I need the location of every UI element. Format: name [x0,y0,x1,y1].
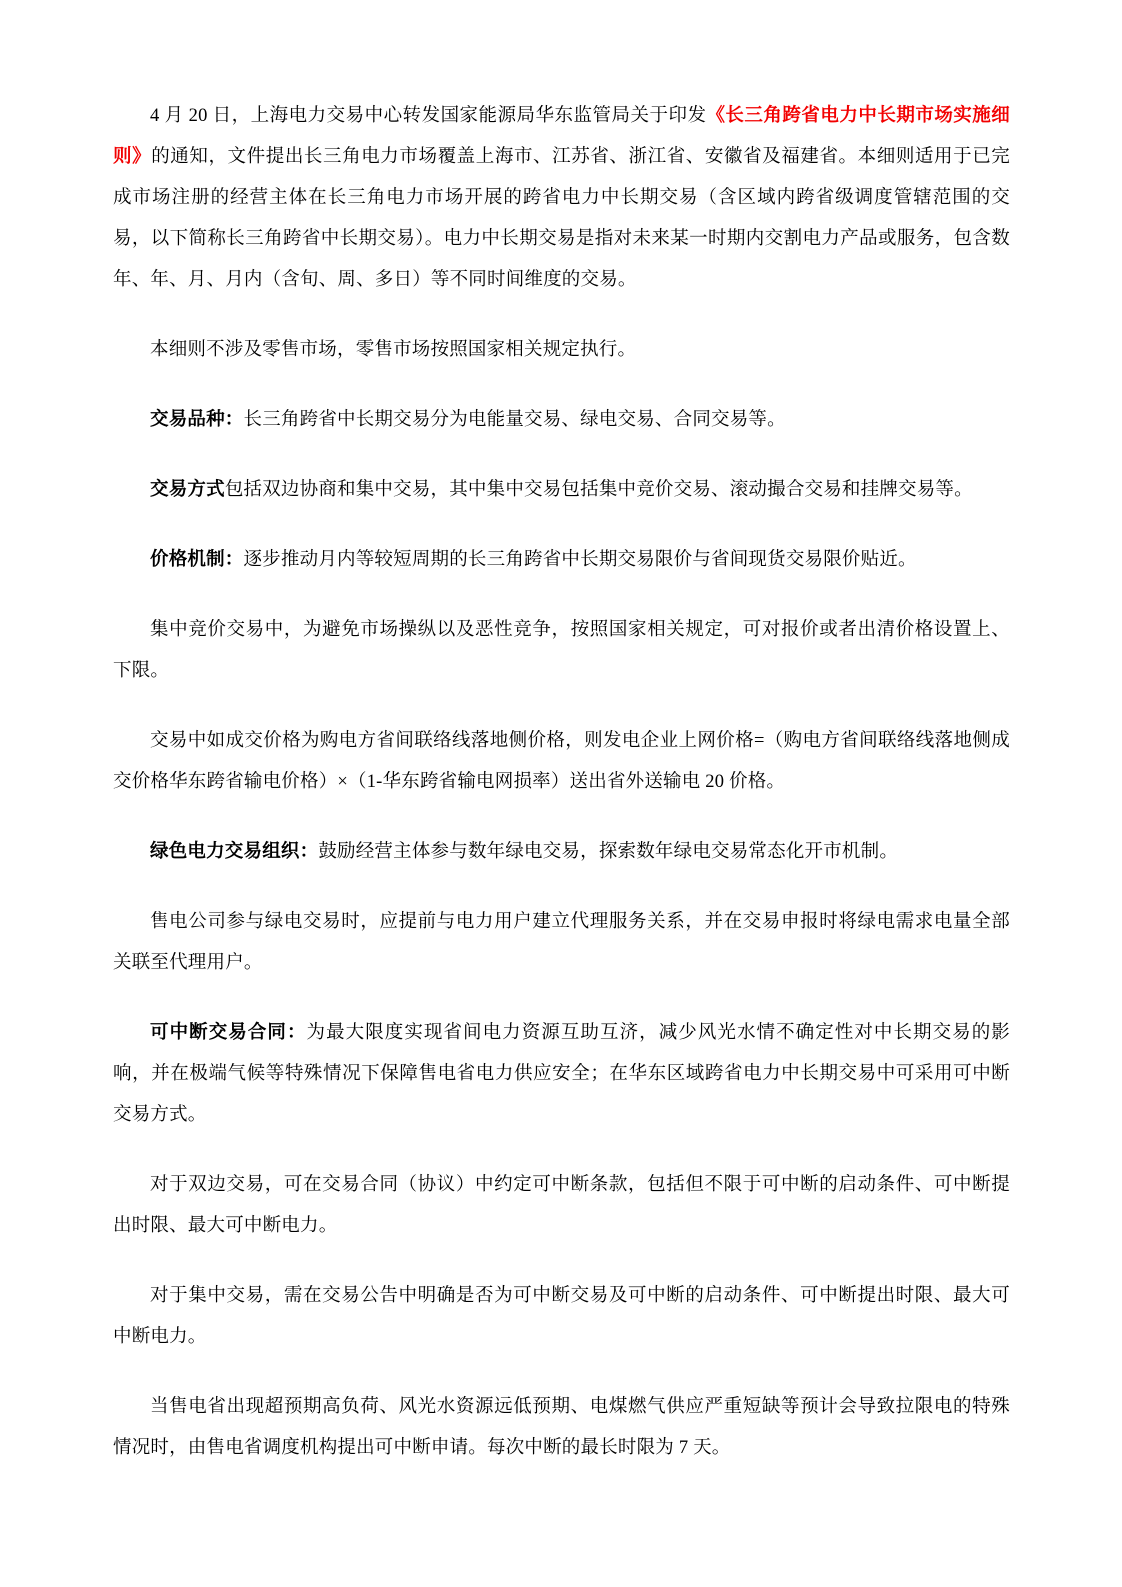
text-run: 为最大限度实现省间电力资源互助互济，减少风光水情不确定性对中长期交易的影响，并在极端气候等特殊情况下保障售电省电力供应安全；在华东区域跨省电力中长期交易中可采用可中断交易方式。 [113,1023,1010,1125]
text-run: 交易中如成交价格为购电方省间联络线落地侧价格，则发电企业上网价格=（购电方省间联络线落地侧成交价格华东跨省输电价格）×（1-华东跨省输电网损率）送出省外送输电 20 价格。 [113,731,1010,792]
paragraph [113,540,1010,581]
section-label: 交易方式 [150,480,225,500]
document-content [113,96,1010,1498]
text-run: 鼓励经营主体参与数年绿电交易，探索数年绿电交易常态化开市机制。 [318,842,899,862]
paragraph [113,902,1010,984]
text-run: 的通知，文件提出长三角电力市场覆盖上海市、江苏省、浙江省、安徽省及福建省。本细则适用于已完成市场注册的经营主体在长三角电力市场开展的跨省电力中长期交易（含区域内跨省级调度管辖范围的交易，以下简称长三角跨省中长期交易）。电力中长期交易是指对未来某一时期内交割电力产品或服务，包含数年、年、月、月内（含旬、周、多日）等不同时间维度的交易。 [113,147,1010,290]
section-label: 可中断交易合同： [150,1023,307,1043]
text-run: 本细则不涉及零售市场，零售市场按照国家相关规定执行。 [150,340,637,360]
text-run: 包括双边协商和集中交易，其中集中交易包括集中竞价交易、滚动撮合交易和挂牌交易等。 [224,480,973,500]
text-run: 对于集中交易，需在交易公告中明确是否为可中断交易及可中断的启动条件、可中断提出时限、最大可中断电力。 [113,1286,1010,1347]
highlighted-regulation-title: 《长三角跨省电力中长期市场实施细则》 [113,106,1010,167]
paragraph [113,96,1010,301]
paragraph [113,1276,1010,1358]
text-run: 集中竞价交易中，为避免市场操纵以及恶性竞争，按照国家相关规定，可对报价或者出清价格设置上、下限。 [113,620,1010,681]
paragraph [113,832,1010,873]
text-run: 售电公司参与绿电交易时，应提前与电力用户建立代理服务关系，并在交易申报时将绿电需求电量全部关联至代理用户。 [113,912,1010,973]
paragraph [113,400,1010,441]
text-run: 逐步推动月内等较短周期的长三角跨省中长期交易限价与省间现货交易限价贴近。 [243,550,917,570]
text-run: 4 月 20 日，上海电力交易中心转发国家能源局华东监管局关于印发 [150,106,707,126]
paragraph [113,1387,1010,1469]
paragraph [113,721,1010,803]
section-label: 交易品种： [150,410,244,430]
section-label: 绿色电力交易组织： [150,842,319,862]
paragraph [113,330,1010,371]
paragraph [113,1165,1010,1247]
text-run: 对于双边交易，可在交易合同（协议）中约定可中断条款，包括但不限于可中断的启动条件、可中断提出时限、最大可中断电力。 [113,1175,1010,1236]
text-run: 长三角跨省中长期交易分为电能量交易、绿电交易、合同交易等。 [243,410,786,430]
paragraph [113,470,1010,511]
paragraph [113,1013,1010,1136]
paragraph [113,610,1010,692]
section-label: 价格机制： [150,550,244,570]
text-run: 当售电省出现超预期高负荷、风光水资源远低预期、电煤燃气供应严重短缺等预计会导致拉限电的特殊情况时，由售电省调度机构提出可中断申请。每次中断的最长时限为 7 天。 [113,1397,1010,1458]
